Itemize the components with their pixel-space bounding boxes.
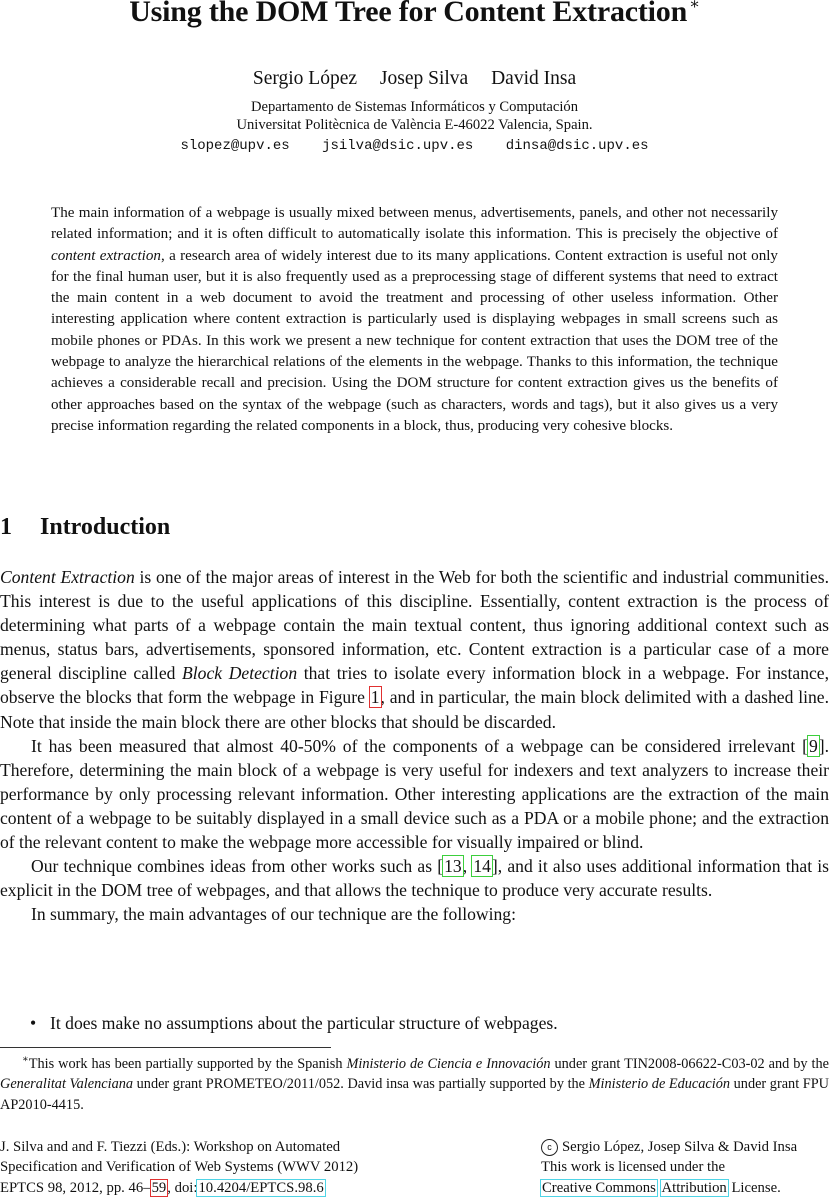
- author-name: David Insa: [491, 68, 577, 89]
- paragraph: [0, 854, 829, 902]
- footnote-text: under grant FPU AP2010-4415.: [0, 1076, 829, 1113]
- attribution-link[interactable]: Attribution: [661, 1179, 727, 1196]
- license-line: This work is licensed under the: [541, 1159, 725, 1176]
- emphasis: Ministerio de Ciencia e Innovación: [346, 1055, 551, 1072]
- author-list: [0, 68, 829, 90]
- citation-link[interactable]: 9: [808, 735, 818, 756]
- affiliation-line: Universitat Politècnica de València E-46022 Valencia, Spain.: [236, 117, 593, 133]
- section-number: 1: [0, 514, 12, 540]
- creative-commons-link[interactable]: Creative Commons: [542, 1179, 656, 1196]
- paragraph-text: ]. Therefore, determining the main block of a webpage is very useful for indexers and text analyzers to increase their performance by only processing relevant information. Other interesting applications are the extraction of the main content of a webpage to be suitably displayed in a small device such as a PDA or a mobile phone; and the extraction of the relevant content to make the webpage more accessible for visually impaired or blind.: [0, 735, 829, 853]
- figure-link[interactable]: 1: [370, 687, 380, 708]
- publication-text: EPTCS 98, 2012, pp. 46–: [0, 1179, 151, 1196]
- paragraph: In summary, the main advantages of our technique are the following:: [31, 904, 516, 925]
- footnote-text: This work has been partially supported by the Spanish: [28, 1055, 347, 1072]
- footnote: [0, 1050, 829, 1115]
- abstract-text: , a research area of widely interest due to its many applications. Content extraction is useful not only for the final human user, but it is also frequently used as a preprocessing stage of different systems that need to extract the main content in a web document to avoid the treatment and processing of other useless information. Other interesting application where content extraction is particularly used is displaying webpages in small screens such as mobile phones or PDAs. In this work we present a new technique for content extraction that uses the DOM tree of the webpage to analyze the hierarchical relations of the elements in the webpage. Thanks to this information, the technique achieves a considerable recall and precision. Using the DOM structure for content extraction gives us the benefits of other approaches based on the syntax of the webpage (such as characters, words and tags), but it also gives us a very precise information regarding the related components in a block, thus, producing very cohesive blocks.: [51, 247, 778, 434]
- list-item: [30, 1013, 558, 1034]
- paper-title: [0, 0, 829, 29]
- bullet-icon: •: [30, 1013, 37, 1033]
- paragraph: [0, 565, 829, 734]
- section-heading: [0, 514, 170, 541]
- footnote-divider: [0, 1047, 331, 1048]
- publication-line: [0, 1178, 358, 1198]
- emphasis: Ministerio de Educación: [588, 1076, 731, 1093]
- affiliation-line: Departamento de Sistemas Informáticos y Computación: [250, 99, 579, 115]
- publication-line: J. Silva and and F. Tiezzi (Eds.): Workshop on Automated: [0, 1139, 341, 1155]
- citation-link[interactable]: 13: [444, 856, 462, 877]
- footnote-text: under grant PROMETEO/2011/052. David insa was partially supported by the: [133, 1076, 589, 1093]
- author-email: jsilva@dsic.upv.es: [322, 138, 474, 154]
- footnote-text: under grant TIN2008-06622-C03-02 and by the: [550, 1055, 829, 1072]
- author-name: Josep Silva: [379, 68, 469, 89]
- list-item-text: It does make no assumptions about the particular structure of webpages.: [50, 1013, 558, 1033]
- publication-info: [0, 1137, 358, 1198]
- emphasis: Generalitat Valenciana: [0, 1076, 134, 1093]
- copyright-icon: c: [541, 1139, 558, 1156]
- license-info: [541, 1137, 797, 1198]
- emphasis: Content Extraction: [0, 567, 135, 587]
- author-name: Sergio López: [252, 68, 358, 89]
- paragraph-text: Our technique combines ideas from other works such as [: [31, 856, 444, 877]
- paragraph-text: It has been measured that almost 40-50% of the components of a webpage can be considered irrelevant [: [31, 735, 808, 756]
- license-line: [541, 1178, 797, 1198]
- license-text: License.: [727, 1179, 781, 1196]
- publication-line: Specification and Verification of Web Systems (WWV 2012): [0, 1159, 359, 1176]
- title-footnote-mark[interactable]: ∗: [689, 0, 700, 13]
- copyright-holders: Sergio López, Josep Silva & David Insa: [562, 1139, 798, 1155]
- section-body: [0, 565, 829, 926]
- email-list: [0, 138, 829, 154]
- paragraph-text: is one of the major areas of interest in the Web for both the scientific and industrial communities. This interest is due to the useful applications of this discipline. Essentially, content extraction is the process of determining what parts of a webpage contain the main textual content, thus ignoring additional context such as menus, status bars, advertisements, sponsored information, etc. Content extraction is a particular case of a more general discipline called: [0, 567, 829, 684]
- paragraph-text: ], and it also uses additional information that is explicit in the DOM tree of webpages, and that allows the technique to produce very accurate results.: [0, 856, 829, 901]
- author-email: slopez@upv.es: [180, 138, 290, 154]
- emphasis: Block Detection: [182, 663, 298, 684]
- paragraph-text: , and in particular, the main block delimited with a dashed line. Note that inside the main block there are other blocks that should be discarded.: [0, 687, 829, 732]
- footnote-mark: ∗: [22, 1054, 29, 1065]
- doi-link[interactable]: 10.4204/EPTCS.98.6: [198, 1179, 324, 1196]
- affiliation: [0, 98, 829, 134]
- abstract-text: The main information of a webpage is usually mixed between menus, advertisements, panels, and other not necessarily related information; and it is often difficult to automatically isolate this information. This is precisely the objective of: [51, 205, 778, 243]
- abstract-emphasis: content extraction: [51, 247, 161, 264]
- paragraph: [0, 734, 829, 854]
- section-title: Introduction: [40, 514, 171, 540]
- citation-link[interactable]: 14: [473, 856, 491, 877]
- title-text: Using the DOM Tree for Content Extraction: [129, 0, 688, 28]
- publication-text: , doi:: [167, 1179, 198, 1196]
- copyright-line: [541, 1137, 797, 1157]
- paragraph-text: ,: [462, 856, 473, 877]
- paragraph-text: that tries to isolate every information block in a webpage. For instance, observe the blocks that form the webpage in Figure: [0, 663, 829, 708]
- abstract: [51, 203, 778, 437]
- author-email: dinsa@dsic.upv.es: [505, 138, 649, 154]
- last-page-link[interactable]: 59: [151, 1179, 167, 1196]
